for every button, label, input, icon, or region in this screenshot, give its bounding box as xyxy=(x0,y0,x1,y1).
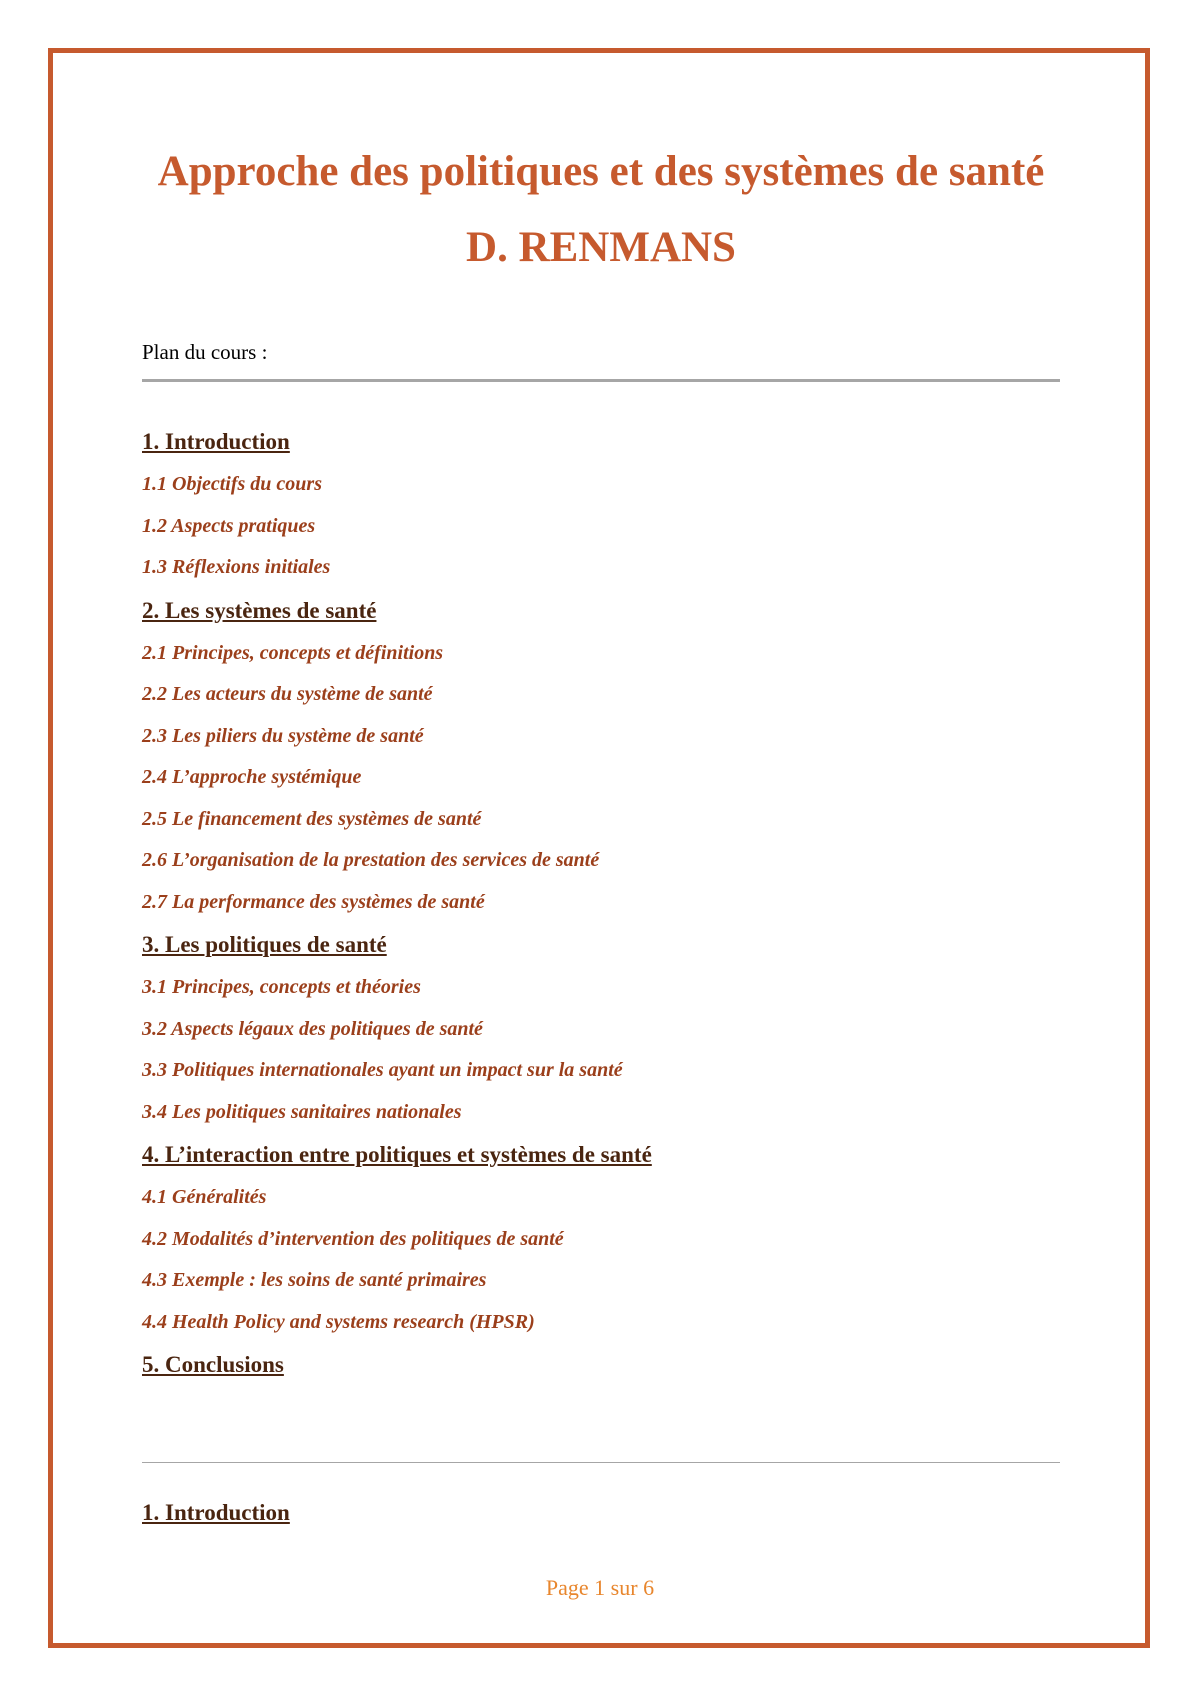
toc-subsection-item: 2.6 L’organisation de la prestation des services de santé xyxy=(142,849,600,871)
section-heading-introduction: 1. Introduction xyxy=(142,1500,290,1525)
document-title: Approche des politiques et des systèmes de santé xyxy=(157,148,1045,195)
toc-subsection-item: 2.5 Le financement des systèmes de santé xyxy=(142,807,482,830)
table-of-contents xyxy=(142,420,1060,1387)
toc-subsection-item: 3.4 Les politiques sanitaires nationales xyxy=(142,1100,462,1123)
toc-subsection-item: 3.1 Principes, concepts et théories xyxy=(142,976,421,998)
toc-section-heading: 1. Introduction xyxy=(142,429,290,454)
toc-section-heading: 3. Les politiques de santé xyxy=(142,932,387,957)
document-author: D. RENMANS xyxy=(466,224,736,271)
toc-subsection-item: 2.4 L’approche systémique xyxy=(142,766,362,788)
header-divider xyxy=(142,379,1060,382)
toc-subsection-item: 4.4 Health Policy and systems research (HPSR) xyxy=(142,1310,535,1333)
toc-section-heading: 2. Les systèmes de santé xyxy=(142,597,377,623)
section-divider xyxy=(142,1462,1060,1463)
toc-subsection-item: 1.3 Réflexions initiales xyxy=(142,556,331,578)
toc-section-heading: 5. Conclusions xyxy=(142,1352,284,1377)
toc-subsection-item: 4.1 Généralités xyxy=(142,1186,267,1208)
plan-label: Plan du cours : xyxy=(142,340,268,364)
toc-section-heading: 4. L’interaction entre politiques et systèmes de santé xyxy=(142,1142,652,1167)
toc-subsection-item: 2.2 Les acteurs du système de santé xyxy=(142,683,433,705)
toc-subsection-item: 2.1 Principes, concepts et définitions xyxy=(142,641,444,664)
toc-subsection-item: 3.3 Politiques internationales ayant un impact sur la santé xyxy=(142,1059,623,1081)
page-number-footer: Page 1 sur 6 xyxy=(545,1575,655,1600)
toc-subsection-item: 4.2 Modalités d’intervention des politiques de santé xyxy=(142,1227,564,1250)
toc-subsection-item: 3.2 Aspects légaux des politiques de santé xyxy=(142,1017,483,1040)
toc-subsection-item: 2.7 La performance des systèmes de santé xyxy=(142,890,485,913)
toc-subsection-item: 4.3 Exemple : les soins de santé primaires xyxy=(142,1269,487,1291)
toc-subsection-item: 2.3 Les piliers du système de santé xyxy=(142,724,424,747)
toc-subsection-item: 1.2 Aspects pratiques xyxy=(142,514,316,537)
toc-subsection-item: 1.1 Objectifs du cours xyxy=(142,473,322,495)
